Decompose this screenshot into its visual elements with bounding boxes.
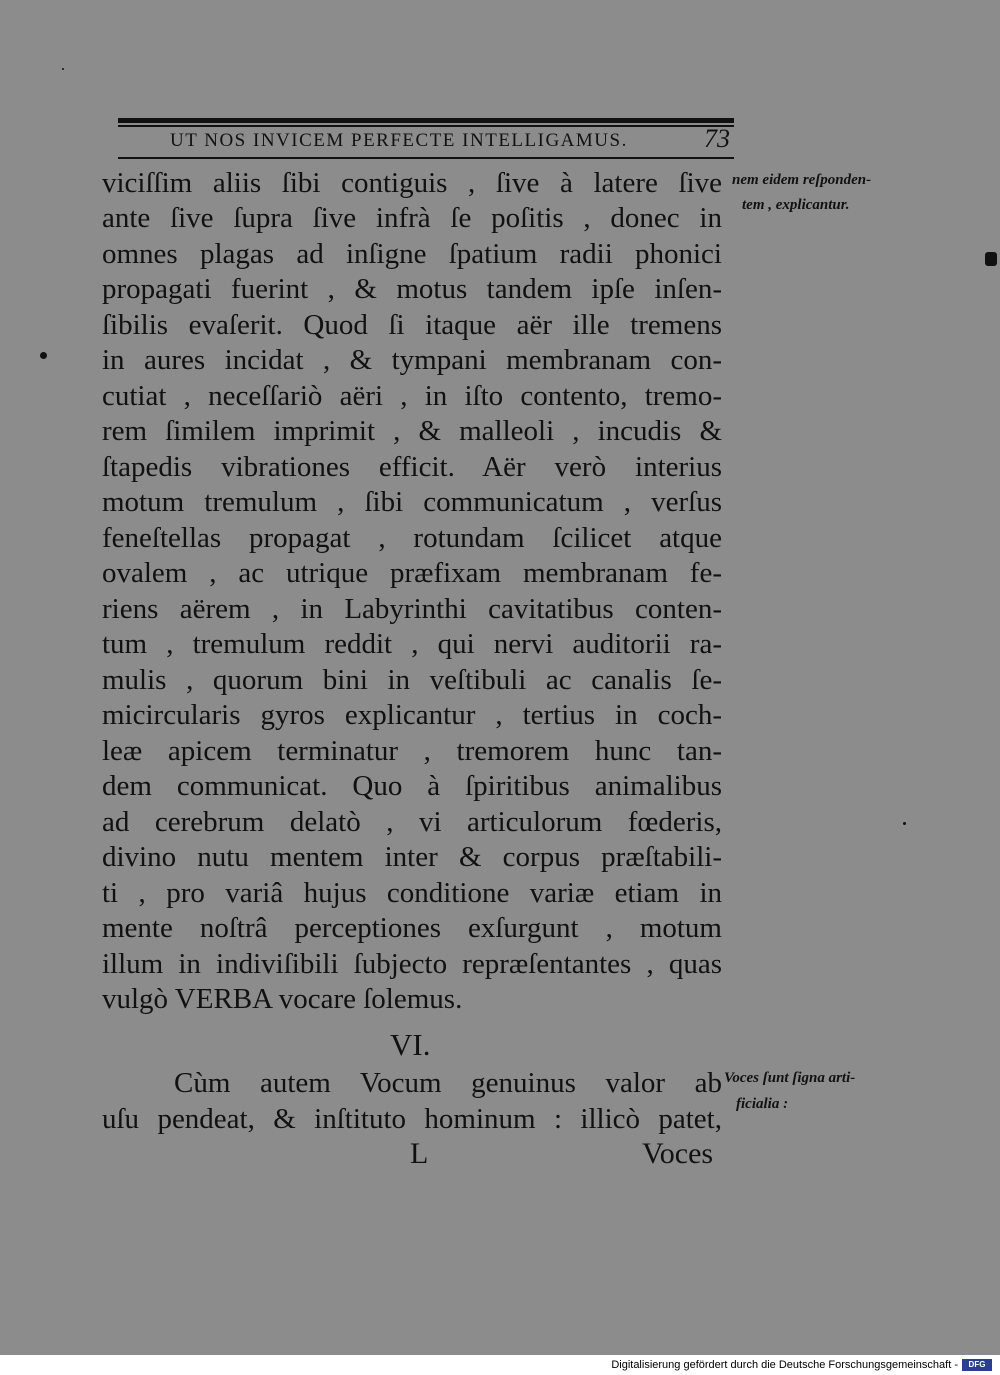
marginal-note: Voces ſunt ſigna arti-	[724, 1070, 856, 1086]
footer-text: Digitalisierung gefördert durch die Deutsche Forschungsgemeinschaft -	[611, 1359, 958, 1371]
running-title: UT NOS INVICEM PERFECTE INTELLIGAMUS.	[170, 130, 628, 151]
digitization-footer	[0, 1355, 1000, 1375]
header-rule-top-thin	[118, 125, 734, 127]
text-line: uſu pendeat, & inſtituto hominum : illicò patet,	[102, 1103, 722, 1135]
text-line: ante ſive ſupra ſive infrà ſe poſitis , donec in	[102, 202, 722, 234]
text-line: motum tremulum , ſibi communicatum , verſus	[102, 486, 722, 518]
ink-speck	[62, 68, 64, 70]
text-line: tum , tremulum reddit , qui nervi auditorii ra-	[102, 628, 722, 660]
text-line: ovalem , ac utrique præfixam membranam fe-	[102, 557, 722, 589]
marginal-note: nem eidem reſponden-	[732, 172, 872, 188]
header-rule-bottom-thin	[118, 157, 734, 159]
text-line: ti , pro variâ hujus conditione variæ etiam in	[102, 877, 722, 909]
text-line: in aures incidat , & tympani membranam con-	[102, 344, 722, 376]
text-line: rem ſimilem imprimit , & malleoli , incudis &	[102, 415, 722, 447]
text-line: ad cerebrum delatò , vi articulorum fœderis,	[102, 806, 722, 838]
text-line: mente noſtrâ perceptiones exſurgunt , motum	[102, 912, 722, 944]
text-line: viciſſim aliis ſibi contiguis , ſive à latere ſive	[102, 167, 722, 199]
section-heading: VI.	[390, 1027, 431, 1062]
text-line: ſtapedis vibrationes efficit. Aër verò interius	[102, 451, 722, 483]
page-number: 73	[704, 124, 730, 153]
marginal-note: ficialia :	[736, 1096, 789, 1112]
text-line: ſibilis evaſerit. Quod ſi itaque aër ille tremens	[102, 309, 722, 341]
marginal-note: tem , explicantur.	[742, 197, 850, 213]
text-line: divino nutu mentem inter & corpus præſtabili-	[102, 841, 722, 873]
text-line: cutiat , neceſſariò aëri , in iſto contento, tremo-	[102, 380, 722, 412]
text-line: illum in indiviſibili ſubjecto repræſentantes , quas	[102, 948, 722, 980]
catchword: Voces	[642, 1137, 714, 1170]
text-line: riens aërem , in Labyrinthi cavitatibus conten-	[102, 593, 722, 625]
ink-speck	[985, 252, 997, 266]
text-line: leæ apicem terminatur , tremorem hunc tan-	[102, 735, 722, 767]
text-line: dem communicat. Quo à ſpiritibus animalibus	[102, 770, 722, 802]
signature-mark: L	[410, 1137, 429, 1170]
running-header	[120, 124, 732, 154]
ink-speck	[903, 822, 906, 825]
text-line: propagati fuerint , & motus tandem ipſe inſen-	[102, 273, 722, 305]
ink-speck	[40, 352, 47, 359]
text-line: mulis , quorum bini in veſtibuli ac canalis ſe-	[102, 664, 722, 696]
text-line: micircularis gyros explicantur , tertius in coch-	[102, 699, 722, 731]
text-line: feneſtellas propagat , rotundam ſcilicet atque	[102, 522, 722, 554]
text-line: Cùm autem Vocum genuinus valor ab	[174, 1067, 722, 1099]
text-line: vulgò VERBA vocare ſolemus.	[102, 983, 463, 1015]
text-line: omnes plagas ad inſigne ſpatium radii phonici	[102, 238, 722, 270]
dfg-logo: DFG	[962, 1359, 992, 1371]
header-rule-top-thick	[118, 118, 734, 123]
